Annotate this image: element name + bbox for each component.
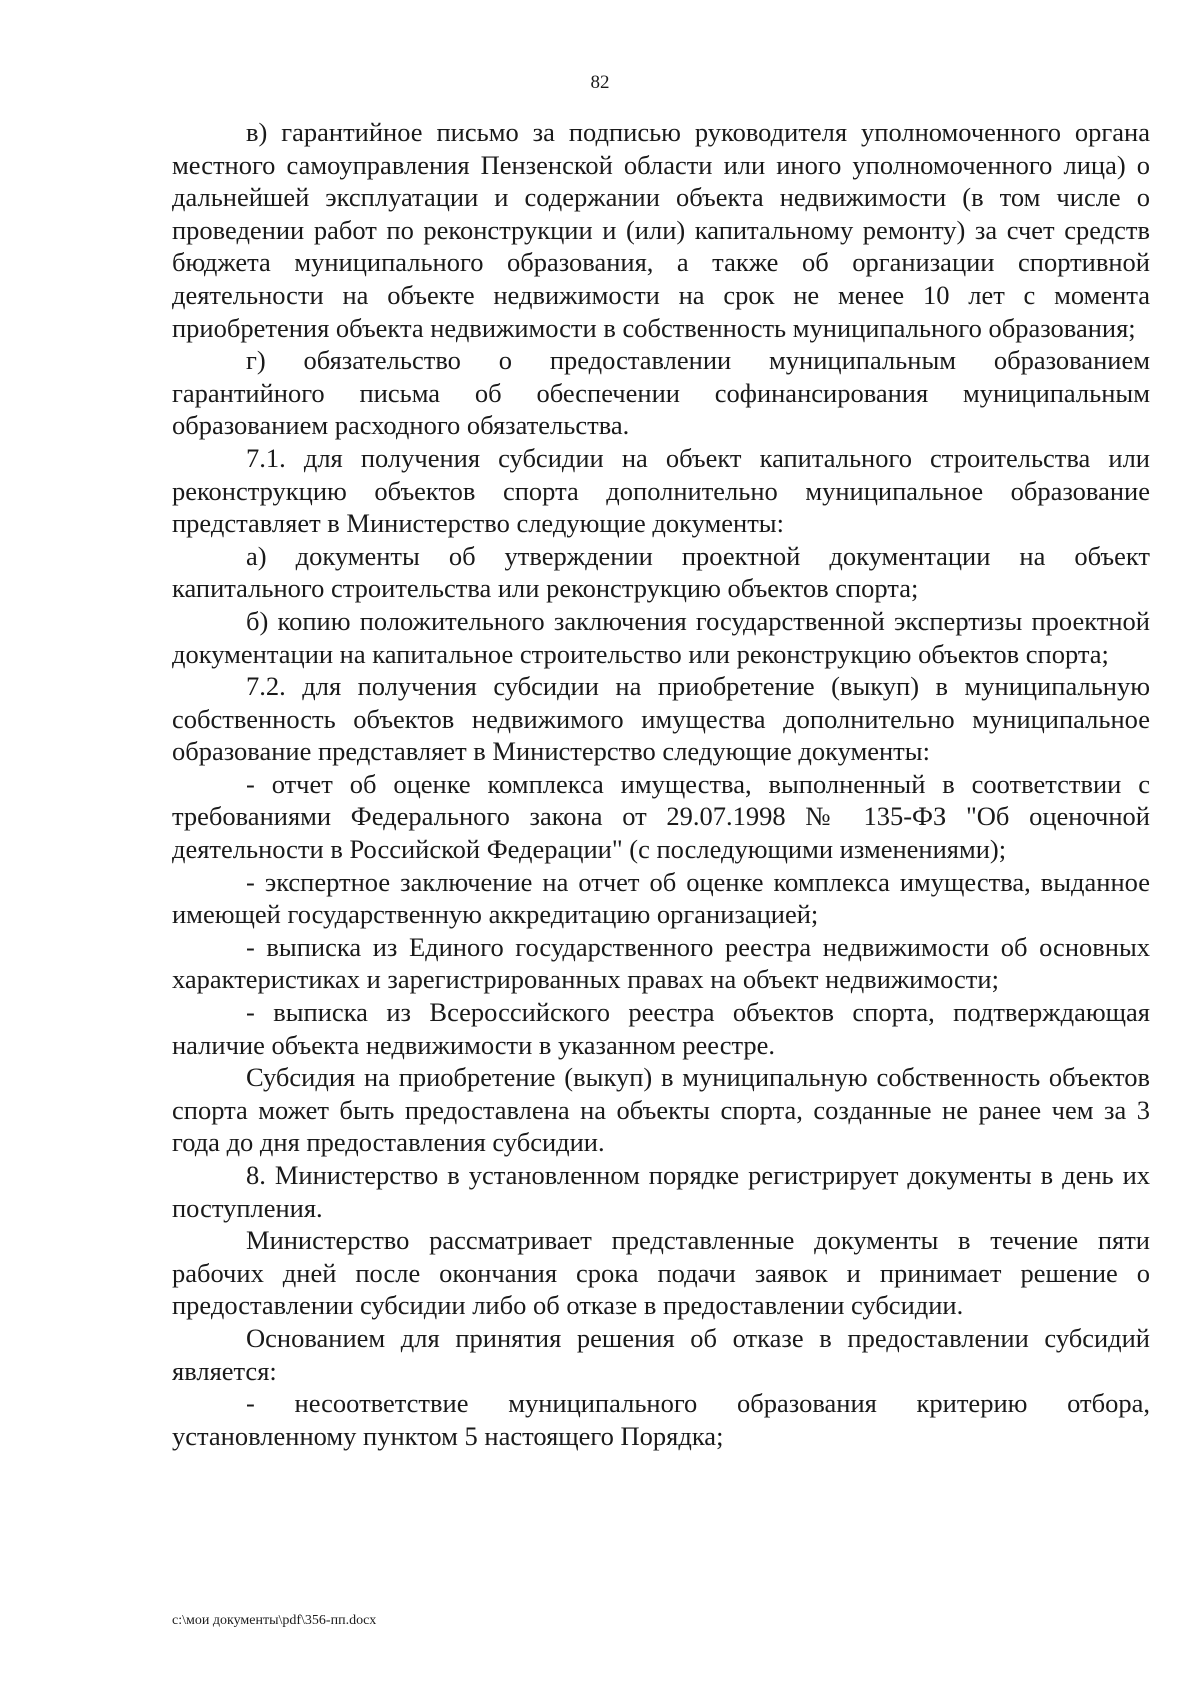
paragraph: а) документы об утверждении проектной документации на объект капитального строительства или реконструкцию объектов спорта; [172, 540, 1150, 604]
paragraph: Министерство рассматривает представленные документы в течение пяти рабочих дней после окончания срока подачи заявок и принимает решение о предоставлении субсидии либо об отказе в предоставлении субсидии. [172, 1225, 1150, 1321]
paragraph: б) копию положительного заключения государственной экспертизы проектной документации на капитальное строительство или реконструкцию объектов спорта; [172, 605, 1150, 669]
paragraph: 7.2. для получения субсидии на приобретение (выкуп) в муниципальную собственность объектов недвижимого имущества дополнительно муниципальное образование представляет в Министерство следующие документы: [172, 671, 1150, 767]
paragraph: г) обязательство о предоставлении муниципальным образованием гарантийного письма об обеспечении софинансирования муниципальным образованием расходного обязательства. [172, 345, 1150, 441]
paragraph: - выписка из Всероссийского реестра объектов спорта, подтверждающая наличие объекта недвижимости в указанном реестре. [172, 997, 1150, 1060]
document-body [172, 116, 1150, 1452]
paragraph: - несоответствие муниципального образования критерию отбора, установленному пунктом 5 настоящего Порядка; [172, 1388, 1150, 1451]
paragraph: Основанием для принятия решения об отказе в предоставлении субсидий является: [172, 1322, 1150, 1386]
paragraph: - выписка из Единого государственного реестра недвижимости об основных характеристиках и зарегистрированных правах на объект недвижимости; [172, 931, 1150, 995]
paragraph: Субсидия на приобретение (выкуп) в муниципальную собственность объектов спорта может быть предоставлена на объекты спорта, созданные не ранее чем за 3 года до дня предоставления субсидии. [172, 1062, 1150, 1158]
footer-file-path: c:\мои документы\pdf\356-пп.docx [172, 1613, 377, 1628]
page-number: 82 [590, 72, 610, 93]
paragraph: 7.1. для получения субсидии на объект капитального строительства или реконструкцию объектов спорта дополнительно муниципальное образование представляет в Министерство следующие документы: [172, 442, 1150, 539]
paragraph: - отчет об оценке комплекса имущества, выполненный в соответствии с требованиями Федерального закона от 29.07.1998 № 135-ФЗ "Об оценочной деятельности в Российской Федерации" (с последующими изменениями); [172, 768, 1150, 865]
paragraph: - экспертное заключение на отчет об оценке комплекса имущества, выданное имеющей государственную аккредитацию организацией; [172, 866, 1150, 930]
paragraph: 8. Министерство в установленном порядке регистрирует документы в день их поступления. [172, 1160, 1150, 1223]
paragraph: в) гарантийное письмо за подписью руководителя уполномоченного органа местного самоуправления Пензенской области или иного уполномоченного лица) о дальнейшей эксплуатации и содержании объекта недвижимости (в том числе о проведении работ по реконструкции и (или) капитальному ремонту) за счет средств бюджета муниципального образования, а также об организации спортивной деятельности на объекте недвижимости на срок не менее 10 лет с момента приобретения объекта недвижимости в собственность муниципального образования; [172, 117, 1150, 343]
